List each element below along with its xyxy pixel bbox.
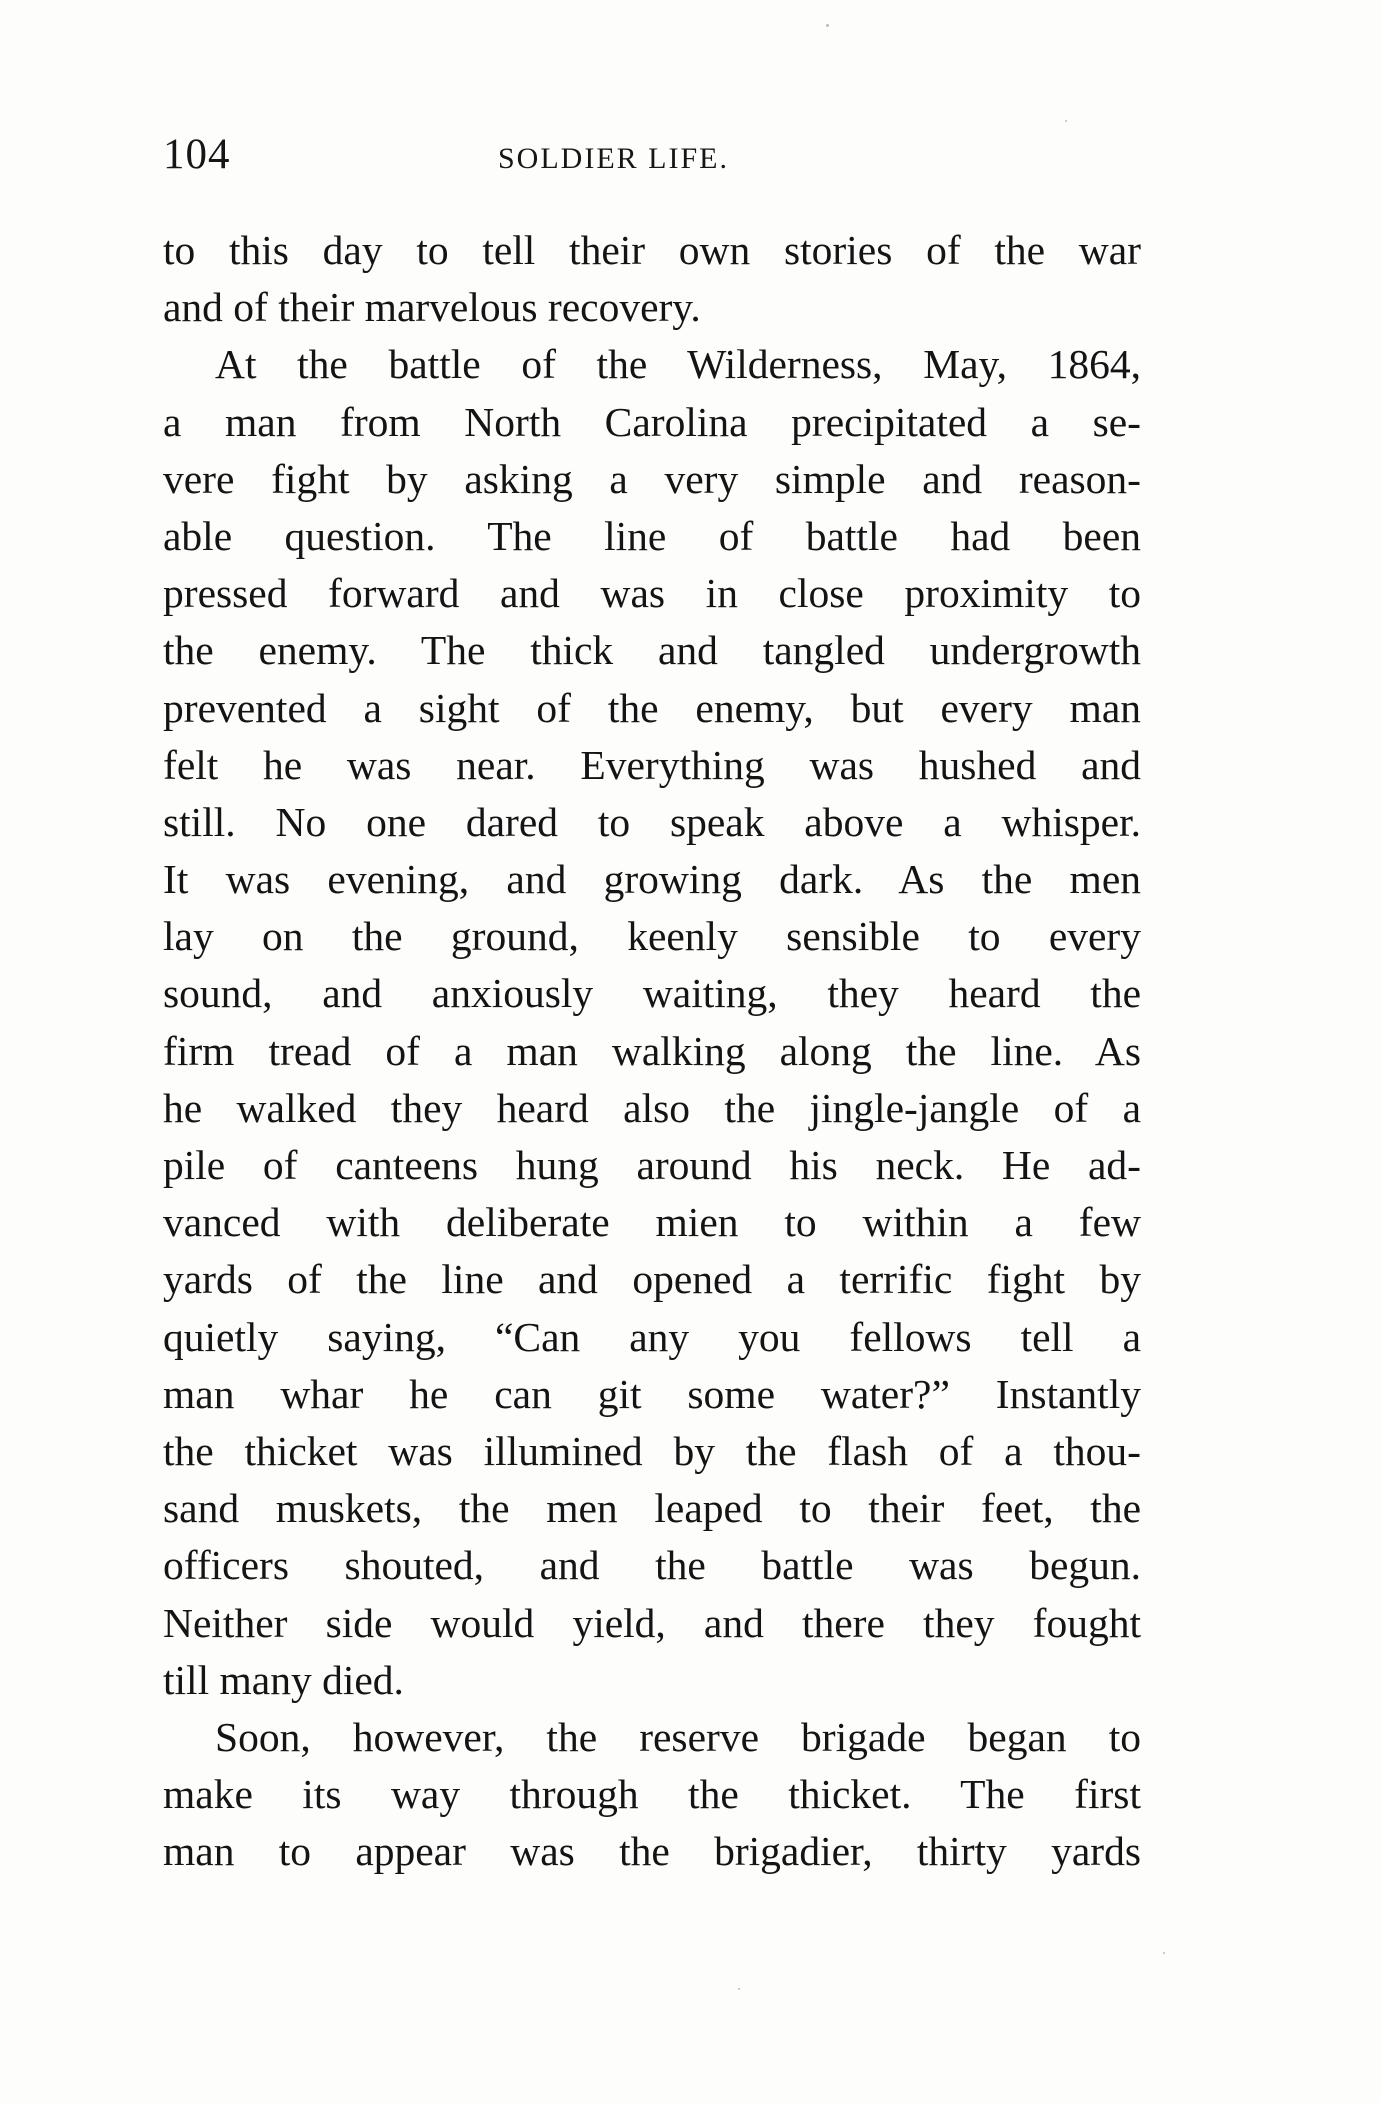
text-line: man to appear was the brigadier, thirty yards (163, 1828, 1141, 1875)
text-line: he walked they heard also the jingle-jangle of a (163, 1084, 1141, 1131)
text-line: the thicket was illumined by the flash of a thou- (163, 1427, 1141, 1474)
text-line: vanced with deliberate mien to within a few (163, 1199, 1141, 1246)
text-line: to this day to tell their own stories of the war (163, 227, 1141, 273)
text-line: Neither side would yield, and there they fought (163, 1599, 1141, 1646)
body-text (163, 222, 1141, 1880)
text-line: pressed forward and was in close proximity to (163, 570, 1141, 617)
text-line: pile of canteens hung around his neck. He ad- (163, 1142, 1141, 1188)
text-line: It was evening, and growing dark. As the men (163, 856, 1141, 903)
text-line: quietly saying, “Can any you fellows tell a (163, 1313, 1141, 1360)
text-line: sound, and anxiously waiting, they heard the (163, 970, 1141, 1017)
text-line: felt he was near. Everything was hushed and (163, 741, 1141, 788)
text-line: and of their marvelous recovery. (163, 284, 701, 331)
text-line: yards of the line and opened a terrific fight by (163, 1256, 1141, 1303)
text-line: vere fight by asking a very simple and reason- (163, 455, 1141, 502)
text-line: sand muskets, the men leaped to their feet, the (163, 1485, 1141, 1532)
page-speck (738, 1988, 740, 1990)
page-speck (1065, 120, 1067, 122)
text-line: able question. The line of battle had been (163, 512, 1141, 559)
text-line: lay on the ground, keenly sensible to every (163, 913, 1141, 960)
running-head: SOLDIER LIFE. (498, 142, 729, 175)
text-line: still. No one dared to speak above a whisper. (163, 798, 1141, 845)
text-line: till many died. (163, 1656, 404, 1703)
text-line: the enemy. The thick and tangled undergrowth (163, 627, 1141, 674)
page-speck (826, 24, 829, 27)
text-line: firm tread of a man walking along the line. As (163, 1027, 1141, 1074)
page-header (163, 130, 1143, 190)
text-line: make its way through the thicket. The first (163, 1771, 1141, 1818)
text-line: Soon, however, the reserve brigade began to (215, 1713, 1141, 1760)
page-number: 104 (163, 131, 231, 178)
text-line: At the battle of the Wilderness, May, 1864, (215, 341, 1141, 388)
text-line: man whar he can git some water?” Instantly (163, 1370, 1141, 1417)
text-line: a man from North Carolina precipitated a se- (163, 398, 1141, 445)
page-speck (1163, 1952, 1165, 1954)
text-line: officers shouted, and the battle was begun. (163, 1542, 1141, 1589)
text-line: prevented a sight of the enemy, but every man (163, 684, 1141, 731)
